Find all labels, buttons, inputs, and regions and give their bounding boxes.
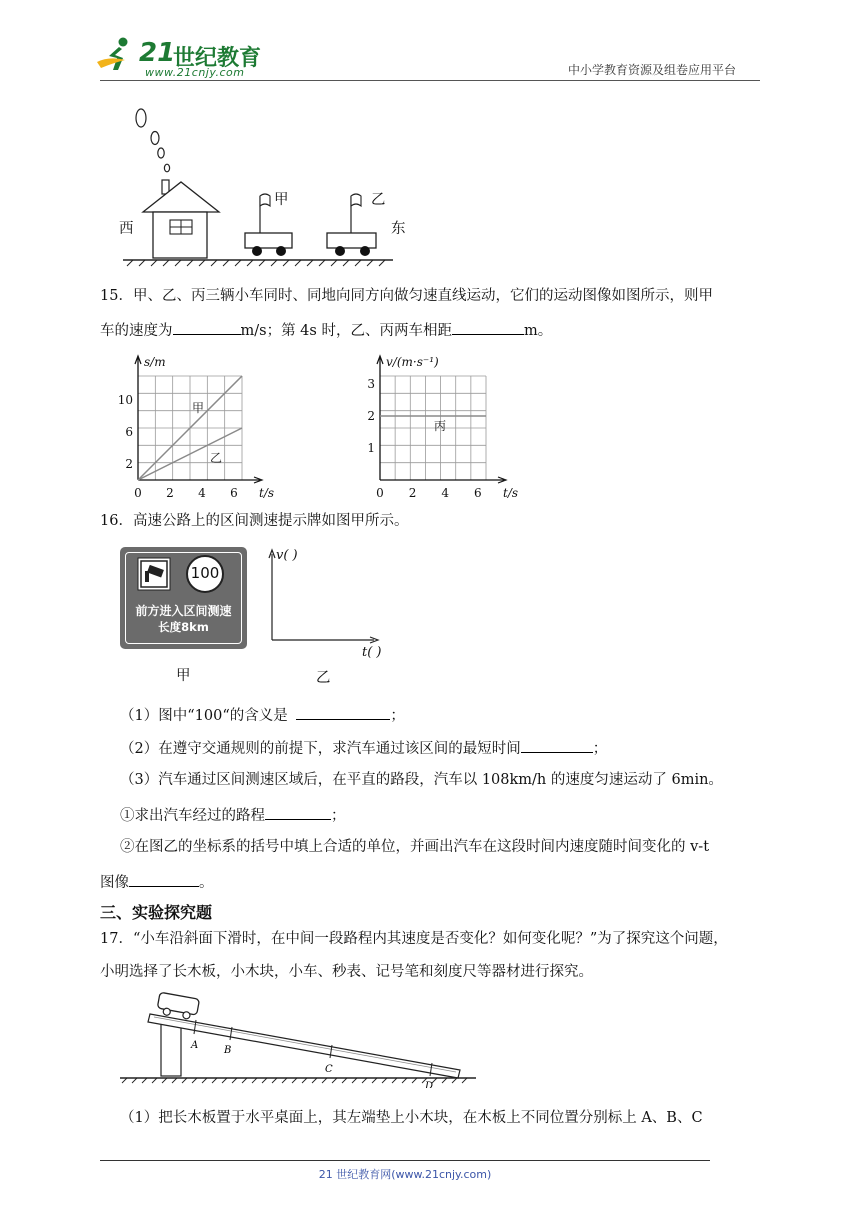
logo-text: 世纪教育 xyxy=(173,46,262,71)
sign-text-line2: 长度8km xyxy=(158,620,209,634)
q16-sub3: （3）汽车通过区间测速区域后，在平直的路段，汽车以 108km/h 的速度匀速运动了 6min。 xyxy=(120,772,723,788)
mark-b-label: B xyxy=(224,1045,232,1056)
west-label: 西 xyxy=(119,221,134,237)
x-axis-label: t/s xyxy=(503,486,519,500)
x-tick-label: 4 xyxy=(198,486,206,500)
q16-sub2-blank[interactable] xyxy=(521,737,593,753)
footer-text: 21 世纪教育网(www.21cnjy.com) xyxy=(318,1168,492,1181)
house-cars-figure xyxy=(115,100,425,272)
axis-v-label: v( ) xyxy=(276,548,298,563)
camera-icon xyxy=(137,557,171,591)
ground-hatch xyxy=(127,260,385,266)
q16-sub3-2-blank[interactable] xyxy=(129,871,199,887)
q16-sub2 xyxy=(120,737,607,759)
q17-sub1: （1）把长木板置于水平桌面上，其左端垫上小木块，在木板上不同位置分别标上 A、B、C xyxy=(120,1110,703,1126)
x-tick-label: 4 xyxy=(441,486,450,500)
grid-lines xyxy=(380,376,486,480)
q15-text-a: 车的速度为 xyxy=(100,323,173,339)
q16-sub1 xyxy=(120,704,405,726)
q16-sub3-2-line2 xyxy=(100,871,214,893)
mark-c-label: C xyxy=(325,1064,333,1075)
q16-line1: 16．高速公路上的区间测速提示牌如图甲所示。 xyxy=(100,513,409,529)
mark-a-label: A xyxy=(191,1040,199,1051)
figure-a-label: 甲 xyxy=(176,668,191,684)
q15-line2 xyxy=(100,319,552,341)
house-body xyxy=(153,212,207,258)
y-tick-label: 1 xyxy=(367,441,375,455)
y-tick-label: 2 xyxy=(367,409,375,423)
x-tick-label: 2 xyxy=(166,486,174,500)
smoke-puff xyxy=(151,132,159,145)
y-axis-label: s/m xyxy=(144,355,166,369)
q16-sub1-end: ； xyxy=(390,708,405,724)
series-label-1: 乙 xyxy=(210,451,223,465)
s-t-chart xyxy=(110,348,290,506)
q16-sub2-text: （2）在遵守交通规则的前提下，求汽车通过该区间的最短时间 xyxy=(120,741,521,757)
header-logo xyxy=(95,36,265,80)
speed-sign xyxy=(120,547,247,649)
series-label-0: 丙 xyxy=(434,419,447,433)
q15-line1: 15．甲、乙、丙三辆小车同时、同地向同方向做匀速直线运动，它们的运动图像如图所示，则甲 xyxy=(100,288,713,304)
incline-figure xyxy=(118,992,480,1088)
car-a-body xyxy=(245,233,292,248)
figure-b-label: 乙 xyxy=(316,670,331,686)
x-tick-label: 0 xyxy=(134,486,142,500)
q16-sub3-1-blank[interactable] xyxy=(265,804,331,820)
q17-line2: 小明选择了长木板，小木块，小车、秒表、记号笔和刻度尺等器材进行探究。 xyxy=(100,964,593,980)
car-b-label: 乙 xyxy=(371,192,386,208)
car-b-wheel xyxy=(335,246,345,256)
y-tick-label: 10 xyxy=(117,393,133,407)
east-label: 东 xyxy=(391,221,406,237)
x-tick-label: 6 xyxy=(474,486,482,500)
y-axis-label: v/(m·s⁻¹) xyxy=(386,355,439,369)
footer-divider xyxy=(100,1160,710,1161)
car-a-wheel xyxy=(276,246,286,256)
x-axis-label: t/s xyxy=(259,486,275,500)
q16-sub3-1-text: ①求出汽车经过的路程 xyxy=(120,808,265,824)
x-tick-label: 2 xyxy=(408,486,417,500)
q16-sub3-1-end: ； xyxy=(331,808,346,824)
header-divider xyxy=(100,80,760,81)
car-b-flag xyxy=(351,194,361,206)
header-platform-text: 中小学教育资源及组卷应用平台 xyxy=(568,63,737,77)
q15-text-c: m。 xyxy=(523,323,553,339)
house-roof xyxy=(143,182,219,212)
q15-answer-blank-2[interactable] xyxy=(452,319,524,335)
q15-answer-blank-1[interactable] xyxy=(173,319,241,335)
smoke-puff xyxy=(136,109,146,127)
car-a-label: 甲 xyxy=(274,192,289,208)
car-a-wheel xyxy=(252,246,262,256)
q16-sub3-1 xyxy=(120,804,346,826)
v-t-chart xyxy=(360,348,530,506)
y-tick-label: 3 xyxy=(367,377,375,391)
q16-sub3-2-text: 图像 xyxy=(100,875,129,891)
table-hatch xyxy=(122,1078,467,1083)
sign-text-line1: 前方进入区间测速 xyxy=(135,604,232,618)
car-b-body xyxy=(327,233,376,248)
speed-limit-value: 100 xyxy=(190,564,220,582)
y-tick-label: 6 xyxy=(125,425,133,439)
q16-sub1-text: （1）图中“100“的含义是 xyxy=(120,708,293,724)
logo-url: www.21cnjy.com xyxy=(145,66,245,79)
section-title: 三、实验探究题 xyxy=(100,903,213,922)
q16-sub3-2-end: 。 xyxy=(199,875,214,891)
q17-line1: 17．“小车沿斜面下滑时，在中间一段路程内其速度是否变化？如何变化呢？”为了探究这个问题， xyxy=(100,931,728,947)
wood-block xyxy=(161,1020,181,1076)
logo-number: 21 xyxy=(139,38,176,68)
car-b-wheel xyxy=(360,246,370,256)
x-tick-label: 0 xyxy=(376,486,384,500)
axis-t-label: t( ) xyxy=(362,645,382,660)
q16-sub2-end: ； xyxy=(592,741,608,757)
q16-sub1-blank[interactable] xyxy=(296,704,390,720)
smoke-puff xyxy=(164,164,169,172)
y-tick-label: 2 xyxy=(125,457,133,471)
smoke-puff xyxy=(158,148,164,158)
runner-logo-icon xyxy=(95,36,139,76)
mark-d-label: D xyxy=(425,1081,434,1088)
q15-text-b: m/s；第 4s 时，乙、丙两车相距 xyxy=(240,323,452,339)
q16-sub3-2-line1: ②在图乙的坐标系的括号中填上合适的单位，并画出汽车在这段时间内速度随时间变化的 v-t xyxy=(120,839,710,855)
x-tick-label: 6 xyxy=(230,486,238,500)
car-a-flag xyxy=(260,194,270,206)
series-label-0: 甲 xyxy=(192,401,205,415)
